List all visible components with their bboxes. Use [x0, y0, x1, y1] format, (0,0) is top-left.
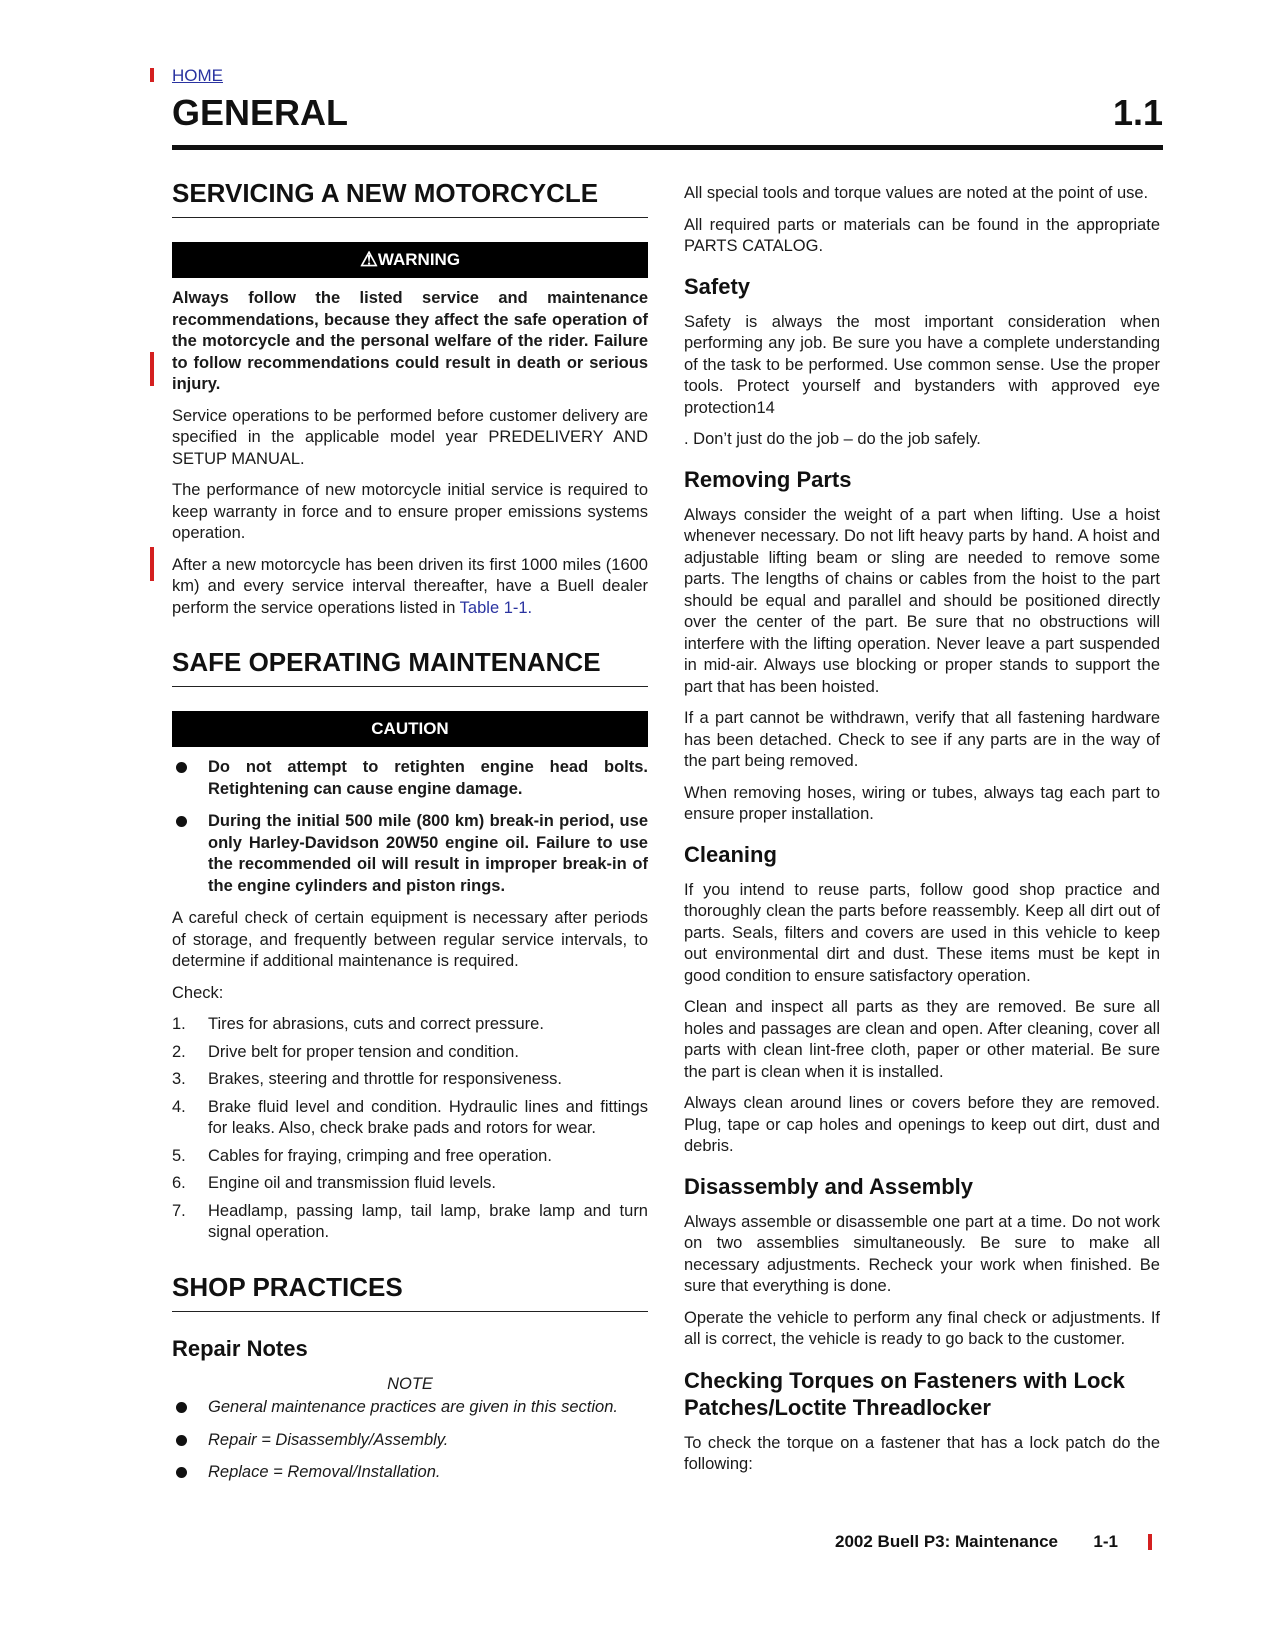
- check-item: [172, 1069, 648, 1091]
- note-item-text: Repair = Disassembly/Assembly.: [208, 1430, 449, 1449]
- paragraph: . Don’t just do the job – do the job safely.: [684, 430, 981, 448]
- check-text: Cables for fraying, crimping and free operation.: [208, 1146, 552, 1165]
- subsection-title-repair-notes: Repair Notes: [172, 1335, 308, 1361]
- note-item-text: General maintenance practices are given in this section.: [208, 1398, 618, 1416]
- note-item: [172, 1430, 648, 1452]
- note-label: NOTE: [387, 1374, 433, 1393]
- table-reference-link[interactable]: Table 1-1.: [459, 598, 533, 617]
- note-item: [172, 1397, 648, 1419]
- paragraph: When removing hoses, wiring or tubes, always tag each part to ensure proper installation.: [684, 783, 1160, 823]
- caution-item: [172, 757, 648, 800]
- caution-item-text: During the initial 500 mile (800 km) break-in period, use only Harley-Davidson 20W50 engine oil. Failure to use the recommended oil will result in improper break-in of the engine cylinders and piston rings.: [208, 812, 648, 895]
- paragraph-text: After a new motorcycle has been driven its first 1000 miles (1600 km) and every service interval thereafter, have a Buell dealer perform the service operations listed in: [172, 555, 648, 617]
- home-link[interactable]: HOME: [172, 66, 223, 85]
- change-bar: [1148, 1534, 1152, 1550]
- warning-text: Always follow the listed service and maintenance recommendations, because they affect the safe operation of the motorcycle and the personal welfare of the rider. Failure to follow recommendations could result in death or serious injury.: [172, 289, 648, 393]
- footer-manual-title: 2002 Buell P3: Maintenance: [835, 1532, 1058, 1551]
- change-bar: [150, 68, 154, 82]
- check-item: [172, 1014, 648, 1036]
- section-title-safe-operating: SAFE OPERATING MAINTENANCE: [172, 647, 601, 677]
- paragraph: [172, 555, 648, 620]
- check-item: [172, 1146, 648, 1168]
- check-number: 1.: [172, 1015, 186, 1033]
- check-label: Check:: [172, 983, 224, 1002]
- paragraph: Service operations to be performed before customer delivery are specified in the applicable model year PREDELIVERY AND SETUP MANUAL.: [172, 406, 648, 468]
- subsection-title-cleaning: Cleaning: [684, 841, 777, 867]
- check-number: 3.: [172, 1070, 186, 1088]
- right-column: [684, 183, 1160, 1486]
- check-number: 5.: [172, 1146, 186, 1165]
- section-title-servicing: SERVICING A NEW MOTORCYCLE: [172, 178, 599, 208]
- bullet-icon: [176, 816, 187, 827]
- section-title-shop-practices: SHOP PRACTICES: [172, 1271, 403, 1302]
- paragraph: A careful check of certain equipment is necessary after periods of storage, and frequently between regular service intervals, to determine if additional maintenance is required.: [172, 909, 648, 970]
- title-rule: [172, 145, 1163, 150]
- section-rule: [172, 686, 648, 687]
- section-rule: [172, 1311, 648, 1312]
- warning-triangle-icon: ⚠: [359, 249, 378, 271]
- subsection-title-disassembly: Disassembly and Assembly: [684, 1173, 973, 1199]
- paragraph: Clean and inspect all parts as they are removed. Be sure all holes and passages are clean and open. After cleaning, cover all parts with clean lint-free cloth, paper or other material. Be sure the part is clean when it is installed.: [684, 998, 1160, 1081]
- paragraph: All required parts or materials can be found in the appropriate PARTS CATALOG.: [684, 215, 1160, 255]
- subsection-title-checking-torques: Checking Torques on Fasteners with Lock Patches/Loctite Threadlocker: [684, 1367, 1125, 1420]
- check-text: Drive belt for proper tension and condition.: [208, 1042, 519, 1061]
- paragraph: Always clean around lines or covers before they are removed. Plug, tape or cap holes and openings to keep out dirt, dust and debris.: [684, 1094, 1160, 1155]
- check-number: 4.: [172, 1097, 186, 1116]
- check-number: 7.: [172, 1201, 186, 1220]
- section-rule: [172, 217, 648, 218]
- caution-item-text: Do not attempt to retighten engine head bolts. Retightening can cause engine damage.: [208, 758, 648, 798]
- paragraph: Operate the vehicle to perform any final check or adjustments. If all is correct, the vehicle is ready to go back to the customer.: [684, 1308, 1160, 1348]
- check-text: Headlamp, passing lamp, tail lamp, brake lamp and turn signal operation.: [208, 1201, 648, 1241]
- check-text: Engine oil and transmission fluid levels.: [208, 1174, 496, 1192]
- paragraph: Always assemble or disassemble one part at a time. Do not work on two assemblies simultaneously. Be sure to make all necessary adjustments. Recheck your work when finished. Be sure that everything is done.: [684, 1212, 1160, 1295]
- paragraph: If you intend to reuse parts, follow good shop practice and thoroughly clean the parts before reassembly. Keep all dirt out of parts. Seals, filters and covers are used in this vehicle to keep out environmental dirt and dust. These items must be kept in good condition to ensure satisfactory operation.: [684, 880, 1160, 985]
- check-text: Tires for abrasions, cuts and correct pressure.: [208, 1015, 544, 1033]
- left-column: [172, 178, 648, 1495]
- check-item: [172, 1042, 648, 1064]
- change-bar: [150, 352, 154, 386]
- check-item: [172, 1201, 648, 1244]
- page-title: GENERAL: [172, 92, 349, 133]
- bullet-icon: [176, 1402, 187, 1413]
- warning-label: WARNING: [377, 250, 461, 269]
- bullet-icon: [176, 1435, 187, 1446]
- caution-item: [172, 811, 648, 897]
- subsection-title-safety: Safety: [684, 273, 751, 299]
- bullet-icon: [176, 1467, 187, 1478]
- check-number: 6.: [172, 1174, 186, 1192]
- check-text: Brakes, steering and throttle for responsiveness.: [208, 1070, 563, 1088]
- paragraph: Always consider the weight of a part when lifting. Use a hoist whenever necessary. Do not lift heavy parts by hand. A hoist and adjustable lifting beam or sling are needed to remove some parts. The lengths of chains or cables from the hoist to the part should be equal and parallel and should be positioned directly over the center of the part. Be sure that no obstructions will interfere with the lifting operation. Never leave a part suspended in mid-air. Always use blocking or proper stands to support the part that has been hoisted.: [684, 505, 1160, 696]
- check-number: 2.: [172, 1042, 186, 1061]
- paragraph: Safety is always the most important consideration when performing any job. Be sure you have a complete understanding of the task to be performed. Use common sense. Use the proper tools. Protect yourself and bystanders with approved eye protection14: [684, 312, 1160, 417]
- caution-banner: [172, 711, 648, 747]
- note-list: [172, 1397, 648, 1484]
- bullet-icon: [176, 762, 187, 773]
- change-bar: [150, 547, 154, 581]
- section-number: 1.1: [1112, 92, 1163, 133]
- paragraph: All special tools and torque values are noted at the point of use.: [684, 184, 1149, 202]
- caution-label: CAUTION: [371, 719, 449, 738]
- footer-page-number: 1-1: [1093, 1532, 1118, 1551]
- note-item-text: Replace = Removal/Installation.: [208, 1463, 441, 1481]
- note-item: [172, 1462, 648, 1484]
- warning-banner: [172, 242, 648, 278]
- paragraph: To check the torque on a fastener that has a lock patch do the following:: [684, 1433, 1160, 1473]
- check-item: [172, 1097, 648, 1140]
- check-item: [172, 1173, 648, 1195]
- check-text: Brake fluid level and condition. Hydraulic lines and fittings for leaks. Also, check brake pads and rotors for wear.: [208, 1097, 648, 1137]
- paragraph: If a part cannot be withdrawn, verify that all fastening hardware has been detached. Check to see if any parts are in the way of the part being removed.: [684, 709, 1160, 770]
- paragraph: The performance of new motorcycle initial service is required to keep warranty in force and to ensure proper emissions systems operation.: [172, 481, 648, 542]
- check-list: [172, 1014, 648, 1244]
- caution-list: [172, 757, 648, 897]
- subsection-title-removing-parts: Removing Parts: [684, 466, 852, 492]
